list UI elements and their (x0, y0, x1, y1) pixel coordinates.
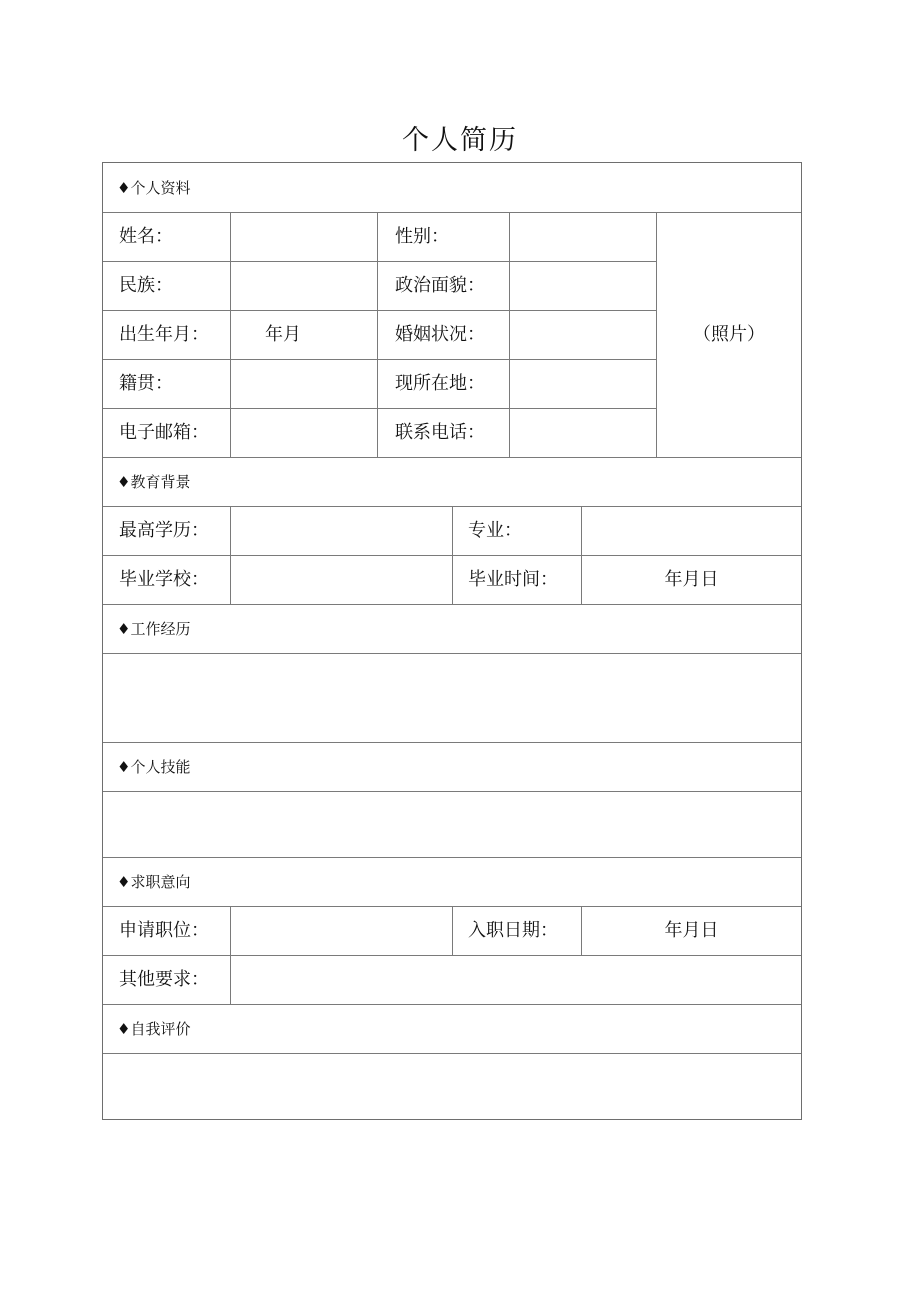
marital-status-field[interactable] (510, 311, 656, 359)
divider (452, 906, 453, 955)
section-header-intention: ♦求职意向 (117, 873, 191, 891)
gender-field[interactable] (510, 213, 656, 261)
self-evaluation-field[interactable] (103, 1054, 801, 1119)
email-label: 电子邮箱： (119, 422, 209, 443)
current-location-label: 现所在地： (395, 373, 485, 394)
other-requirements-field[interactable] (231, 956, 801, 1004)
name-label: 姓名： (119, 226, 173, 247)
phone-field[interactable] (510, 409, 656, 457)
divider (103, 1004, 801, 1005)
ethnicity-label: 民族： (119, 275, 173, 296)
page-title: 个人简历 (402, 125, 518, 156)
section-header-skills: ♦个人技能 (117, 758, 191, 776)
resume-form (102, 162, 802, 1120)
birth-date-field[interactable]: 年月 (265, 324, 301, 345)
highest-degree-field[interactable] (231, 507, 452, 555)
native-place-field[interactable] (231, 360, 377, 408)
email-field[interactable] (231, 409, 377, 457)
start-date-label: 入职日期： (468, 920, 558, 941)
ethnicity-field[interactable] (231, 262, 377, 310)
photo-placeholder[interactable]: （照片） (693, 324, 765, 345)
divider (452, 506, 453, 604)
work-experience-field[interactable] (103, 654, 801, 742)
graduation-time-field[interactable]: 年月日 (664, 569, 719, 590)
other-requirements-label: 其他要求： (119, 969, 209, 990)
divider (377, 212, 378, 457)
political-status-field[interactable] (510, 262, 656, 310)
current-location-field[interactable] (510, 360, 656, 408)
political-status-label: 政治面貌： (395, 275, 485, 296)
divider (103, 742, 801, 743)
birth-date-label: 出生年月： (119, 324, 209, 345)
school-label: 毕业学校： (119, 569, 209, 590)
marital-status-label: 婚姻状况： (395, 324, 485, 345)
phone-label: 联系电话： (395, 422, 485, 443)
divider (103, 212, 801, 213)
section-header-personal: ♦个人资料 (117, 179, 191, 197)
position-field[interactable] (231, 907, 452, 955)
start-date-field[interactable]: 年月日 (664, 920, 719, 941)
section-header-work: ♦工作经历 (117, 620, 191, 638)
major-field[interactable] (582, 507, 801, 555)
section-header-self-eval: ♦自我评价 (117, 1020, 191, 1038)
name-field[interactable] (231, 213, 377, 261)
graduation-time-label: 毕业时间： (468, 569, 558, 590)
skills-field[interactable] (103, 792, 801, 857)
highest-degree-label: 最高学历： (119, 520, 209, 541)
divider (103, 457, 801, 458)
position-label: 申请职位： (119, 920, 209, 941)
gender-label: 性别： (395, 226, 449, 247)
section-header-education: ♦教育背景 (117, 473, 191, 491)
divider (103, 857, 801, 858)
native-place-label: 籍贯： (119, 373, 173, 394)
major-label: 专业： (468, 520, 522, 541)
school-field[interactable] (231, 556, 452, 604)
divider (103, 604, 801, 605)
